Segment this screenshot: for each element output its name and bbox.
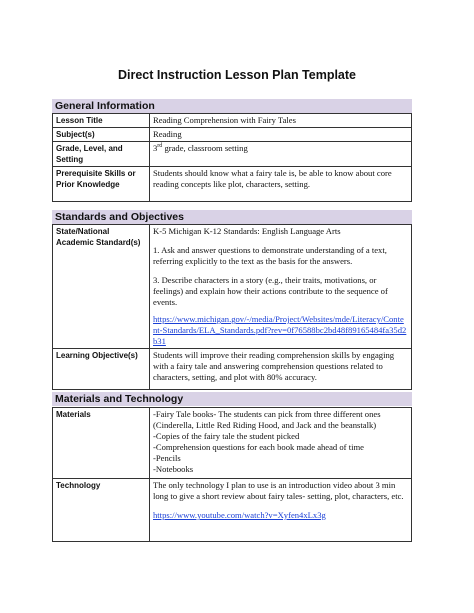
state-standards-label: State/National Academic Standard(s) — [53, 225, 150, 349]
table-row — [53, 142, 412, 167]
lesson-title-label: Lesson Title — [53, 114, 150, 128]
section-heading-materials: Materials and Technology — [52, 392, 412, 406]
prereq-label: Prerequisite Skills or Prior Knowledge — [53, 167, 150, 202]
state-standards-value — [150, 225, 412, 349]
section-heading-general: General Information — [52, 99, 412, 113]
grade-value — [150, 142, 412, 167]
standard-item-3: 3. Describe characters in a story (e.g., their traits, motivations, or feelings) and explain how their actions contribute to the sequence of events. — [153, 275, 388, 307]
learning-objectives-value: Students will improve their reading comprehension skills by engaging with a fairy tale and answering comprehension questions related to characters, setting, and plot with 80% accuracy. — [150, 349, 412, 390]
table-row — [53, 114, 412, 128]
standard-item-1: 1. Ask and answer questions to demonstrate understanding of a text, referring explicitly to the text as the basis for the answers. — [153, 245, 387, 266]
technology-description: The only technology I plan to use is an introduction video about 3 min long to give a short review about fairy tales- setting, plot, characters, etc. — [153, 480, 404, 501]
materials-item: -Copies of the fairy tale the student picked — [153, 431, 300, 441]
prereq-value: Students should know what a fairy tale is, be able to know about core reading concepts like plot, characters, setting. — [150, 167, 412, 202]
materials-label: Materials — [53, 408, 150, 479]
materials-value — [150, 408, 412, 479]
standards-table — [52, 224, 412, 390]
table-row — [53, 128, 412, 142]
materials-item: -Notebooks — [153, 464, 194, 474]
subjects-value: Reading — [150, 128, 412, 142]
youtube-link[interactable]: https://www.youtube.com/watch?v=Xyfen4xLx3g — [153, 510, 326, 520]
grade-superscript: rd — [157, 143, 163, 150]
materials-item: -Fairy Tale books- The students can pick from three different ones (Cinderella, Little Red Riding Hood, and Jack and the beanstalk) — [153, 409, 381, 430]
grade-rest: grade, classroom setting — [162, 143, 248, 153]
section-heading-standards: Standards and Objectives — [52, 210, 412, 224]
general-info-table — [52, 113, 412, 202]
table-row — [53, 225, 412, 349]
materials-item: -Comprehension questions for each book made ahead of time — [153, 442, 364, 452]
standards-source: K-5 Michigan K-12 Standards: English Language Arts — [153, 226, 341, 236]
table-row — [53, 479, 412, 542]
subjects-label: Subject(s) — [53, 128, 150, 142]
document-title: Direct Instruction Lesson Plan Template — [117, 68, 356, 82]
standards-link[interactable]: https://www.michigan.gov/-/media/Project/Websites/mde/Literacy/Content-Standards/ELA_Standards.pdf?rev=0f76588bc2bd48f89165484fa35d2b31 — [153, 314, 407, 346]
grade-label: Grade, Level, and Setting — [53, 142, 150, 167]
table-row — [53, 167, 412, 202]
table-row — [53, 408, 412, 479]
materials-item: -Pencils — [153, 453, 181, 463]
learning-objectives-label: Learning Objective(s) — [53, 349, 150, 390]
table-row — [53, 349, 412, 390]
lesson-title-value: Reading Comprehension with Fairy Tales — [150, 114, 412, 128]
technology-value — [150, 479, 412, 542]
materials-table — [52, 407, 412, 542]
grade-number: 3 — [153, 143, 158, 153]
technology-label: Technology — [53, 479, 150, 542]
